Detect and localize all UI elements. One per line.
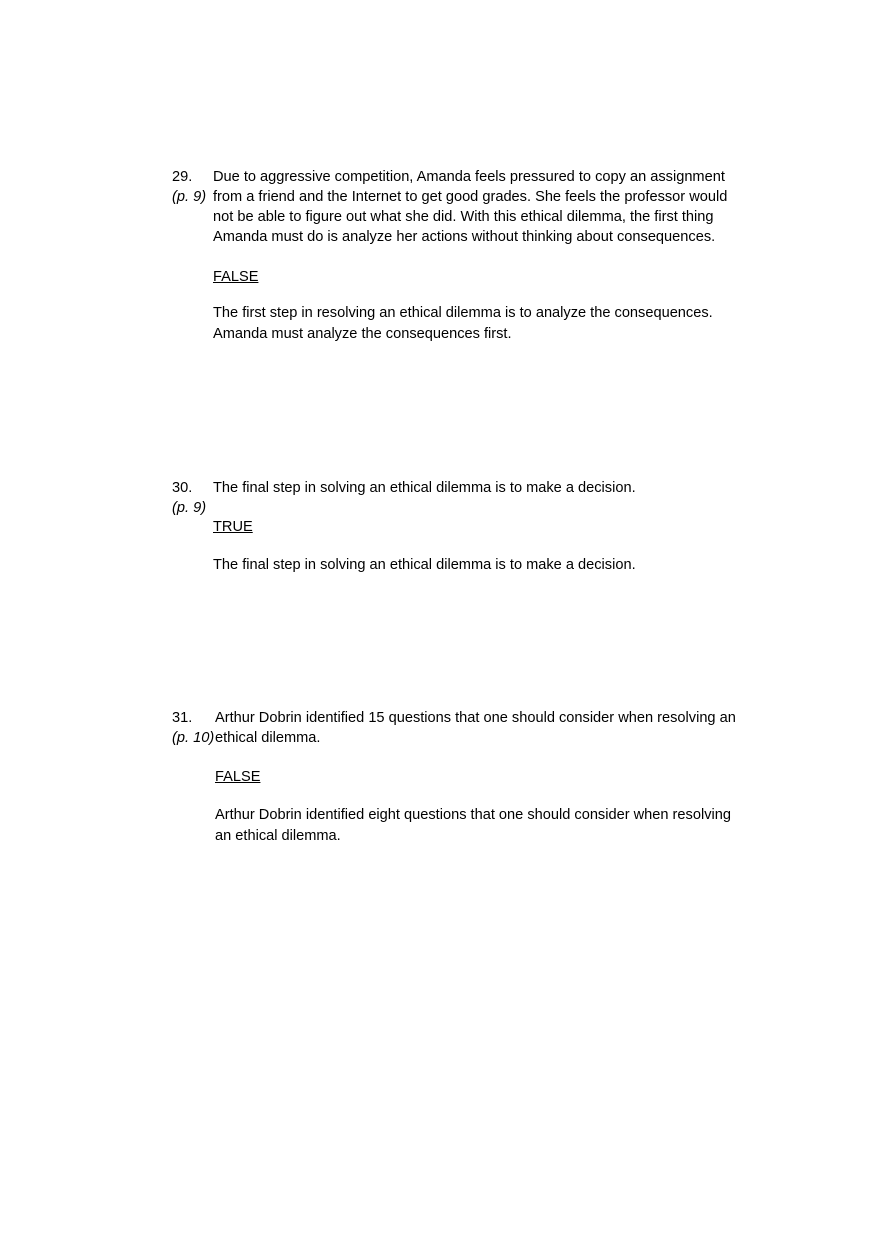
question-text-line: from a friend and the Internet to get good grades. She feels the professor would bbox=[213, 189, 728, 205]
answer-explanation bbox=[213, 303, 753, 344]
question-text-line: Arthur Dobrin identified 15 questions that one should consider when resolving an bbox=[215, 710, 736, 726]
question-text bbox=[213, 478, 753, 498]
question-text-line: The final step in solving an ethical dilemma is to make a decision. bbox=[213, 480, 636, 496]
page-reference: (p. 10) bbox=[172, 730, 215, 746]
explanation-line: an ethical dilemma. bbox=[215, 827, 341, 844]
question-text-line: Due to aggressive competition, Amanda feels pressured to copy an assignment bbox=[213, 169, 725, 185]
answer-label: FALSE bbox=[215, 769, 261, 785]
question-number: 29. bbox=[172, 169, 193, 185]
question-text-line: Amanda must do is analyze her actions without thinking about consequences. bbox=[213, 229, 716, 245]
question-number: 30. bbox=[172, 480, 193, 496]
question-text-line: not be able to figure out what she did. With this ethical dilemma, the first thing bbox=[213, 209, 714, 225]
explanation-line: The first step in resolving an ethical dilemma is to analyze the consequences. bbox=[213, 305, 713, 321]
answer-label: TRUE bbox=[213, 519, 253, 535]
question-text bbox=[215, 708, 760, 748]
explanation-line: Amanda must analyze the consequences first. bbox=[213, 325, 512, 342]
question-text-line: ethical dilemma. bbox=[215, 730, 321, 746]
answer-label: FALSE bbox=[213, 269, 259, 285]
explanation-line: The final step in solving an ethical dilemma is to make a decision. bbox=[213, 557, 636, 573]
answer-explanation bbox=[215, 805, 760, 846]
question-number: 31. bbox=[172, 710, 193, 726]
page-reference: (p. 9) bbox=[172, 189, 207, 205]
question-text bbox=[213, 167, 753, 247]
answer-explanation bbox=[213, 555, 753, 576]
page-reference: (p. 9) bbox=[172, 500, 207, 516]
explanation-line: Arthur Dobrin identified eight questions that one should consider when resolving bbox=[215, 807, 731, 823]
